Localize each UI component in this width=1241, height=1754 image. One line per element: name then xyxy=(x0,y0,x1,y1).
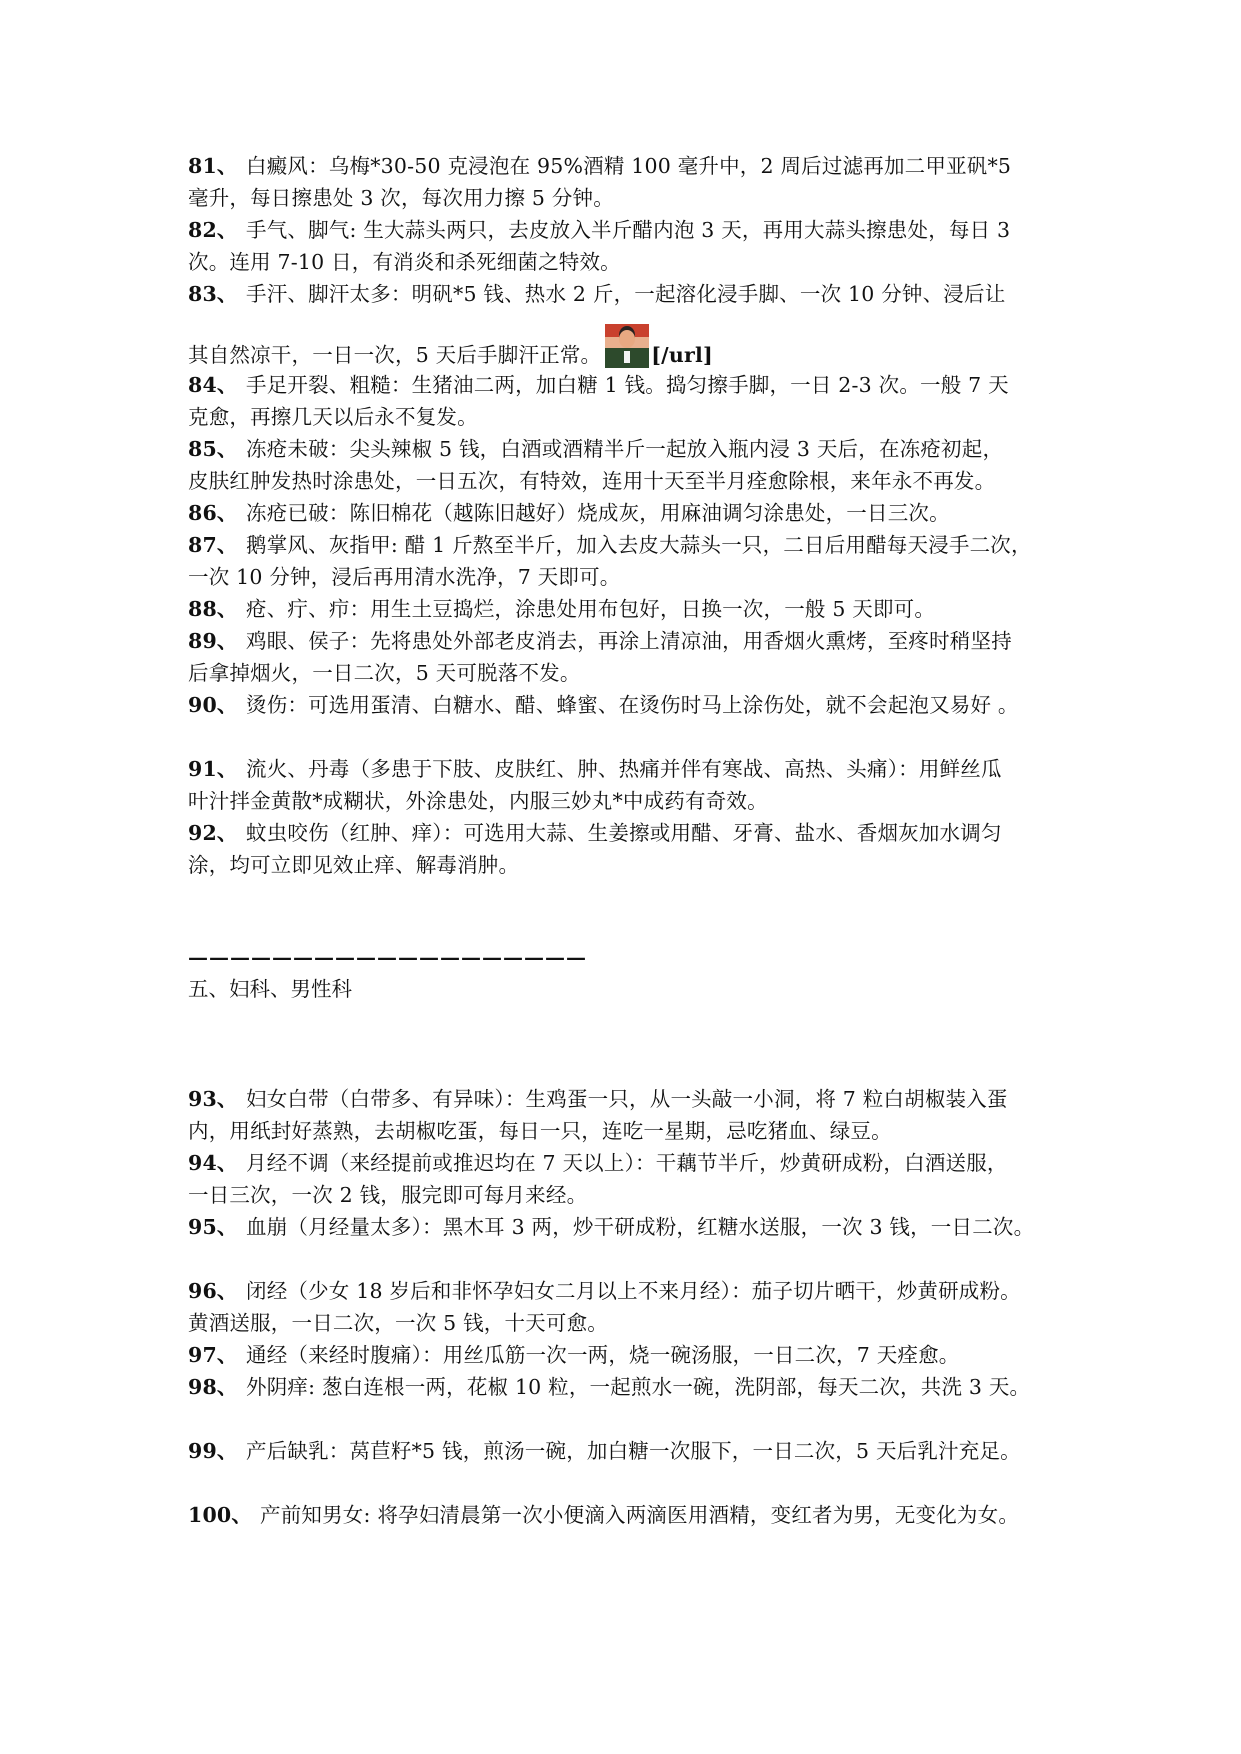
item-number: 93、 xyxy=(188,1087,238,1111)
item-98-line-1: 98、 外阴痒: 葱白连根一两，花椒 10 粒，一起煎水一碗，洗阴部，每天二次，共洗 3 天。 xyxy=(188,1371,1068,1403)
item-number: 86、 xyxy=(188,501,238,525)
item-number: 84、 xyxy=(188,373,238,397)
section-divider: ——————————————————— xyxy=(188,945,587,969)
section-title: 五、妇科、男性科 xyxy=(188,977,352,1001)
item-92-line-1: 92、 蚊虫咬伤（红肿、痒）：可选用大蒜、生姜擦或用醋、牙膏、盐水、香烟灰加水调匀 xyxy=(188,817,1068,849)
item-83-line-2: 其自然凉干，一日一次，5 天后手脚汗正常。 [/url] xyxy=(188,324,1068,369)
item-96-line-1: 96、 闭经（少女 18 岁后和非怀孕妇女二月以上不来月经）：茄子切片晒干，炒黄研成粉。 xyxy=(188,1275,1068,1307)
item-number: 92、 xyxy=(188,821,238,845)
spacer xyxy=(188,1467,1068,1499)
spacer xyxy=(188,1243,1068,1275)
item-87-line-2: 一次 10 分钟，浸后再用清水洗净，7 天即可。 xyxy=(188,565,621,589)
item-82-line-2: 次。连用 7-10 日，有消炎和杀死细菌之特效。 xyxy=(188,250,621,274)
item-83-line-1: 83、 手汗、脚汗太多：明矾*5 钱、热水 2 斤，一起溶化浸手脚、一次 10 分钟、浸后让 xyxy=(188,278,1068,310)
item-number: 98、 xyxy=(188,1375,238,1399)
item-95-line-1: 95、 血崩（月经量太多）：黑木耳 3 两，炒干研成粉，红糖水送服，一次 3 钱，一日二次。 xyxy=(188,1211,1068,1243)
item-81-line-2: 毫升，每日擦患处 3 次，每次用力擦 5 分钟。 xyxy=(188,186,614,210)
item-99-line-1: 99、 产后缺乳：莴苣籽*5 钱，煎汤一碗，加白糖一次服下，一日二次，5 天后乳汁充足。 xyxy=(188,1435,1068,1467)
item-number: 100、 xyxy=(188,1503,253,1527)
item-96-line-2: 黄酒送服，一日二次，一次 5 钱，十天可愈。 xyxy=(188,1311,608,1335)
document-page xyxy=(188,150,1068,1531)
spacer xyxy=(188,721,1068,753)
spacer xyxy=(188,1403,1068,1435)
item-88-line-1: 88、 疮、疔、疖：用生土豆捣烂，涂患处用布包好，日换一次，一般 5 天即可。 xyxy=(188,593,1068,625)
url-tag: [/url] xyxy=(651,343,713,367)
item-number: 87、 xyxy=(188,533,238,557)
item-number: 88、 xyxy=(188,597,238,621)
item-93-line-1: 93、 妇女白带（白带多、有异味）：生鸡蛋一只，从一头敲一小洞，将 7 粒白胡椒装入蛋 xyxy=(188,1083,1068,1115)
item-85-line-1: 85、 冻疮未破：尖头辣椒 5 钱，白酒或酒精半斤一起放入瓶内浸 3 天后，在冻疮初起， xyxy=(188,433,1068,465)
item-94-line-2: 一日三次，一次 2 钱，服完即可每月来经。 xyxy=(188,1183,588,1207)
item-number: 85、 xyxy=(188,437,238,461)
group-91-92 xyxy=(188,753,1068,881)
item-85-line-2: 皮肤红肿发热时涂患处，一日五次，有特效，连用十天至半月痊愈除根，来年永不再发。 xyxy=(188,469,996,493)
group-81-90 xyxy=(188,150,1068,721)
item-84-line-1: 84、 手足开裂、粗糙：生猪油二两，加白糖 1 钱。捣匀擦手脚，一日 2-3 次。一般 7 天 xyxy=(188,369,1068,401)
item-90-line-1: 90、 烫伤：可选用蛋清、白糖水、醋、蜂蜜、在烫伤时马上涂伤处，就不会起泡又易好 。 xyxy=(188,689,1068,721)
item-82-line-1: 82、 手气、脚气: 生大蒜头两只，去皮放入半斤醋内泡 3 天，再用大蒜头擦患处，每日 3 xyxy=(188,214,1068,246)
item-number: 83、 xyxy=(188,282,238,306)
item-89-line-2: 后拿掉烟火，一日二次，5 天可脱落不发。 xyxy=(188,661,581,685)
item-number: 99、 xyxy=(188,1439,238,1463)
item-92-line-2: 涂，均可立即见效止痒、解毒消肿。 xyxy=(188,853,520,877)
item-91-line-2: 叶汁拌金黄散*成糊状，外涂患处，内服三妙丸*中成药有奇效。 xyxy=(188,789,768,813)
group-93-95 xyxy=(188,1083,1068,1243)
portrait-photo xyxy=(605,324,649,368)
item-84-line-2: 克愈，再擦几天以后永不复发。 xyxy=(188,405,478,429)
item-number: 97、 xyxy=(188,1343,238,1367)
item-number: 82、 xyxy=(188,218,238,242)
item-number: 89、 xyxy=(188,629,238,653)
item-87-line-1: 87、 鹅掌风、灰指甲: 醋 1 斤熬至半斤，加入去皮大蒜头一只，二日后用醋每天浸手二次， xyxy=(188,529,1068,561)
item-91-line-1: 91、 流火、丹毒（多患于下肢、皮肤红、肿、热痛并伴有寒战、高热、头痛）：用鲜丝瓜 xyxy=(188,753,1068,785)
item-89-line-1: 89、 鸡眼、侯子：先将患处外部老皮消去，再涂上清凉油，用香烟火熏烤，至疼时稍坚持 xyxy=(188,625,1068,657)
item-100-line-1: 100、 产前知男女: 将孕妇清晨第一次小便滴入两滴医用酒精，变红者为男，无变化为女。 xyxy=(188,1499,1068,1531)
group-96-98 xyxy=(188,1275,1068,1403)
item-81-line-1: 81、 白癜风：乌梅*30-50 克浸泡在 95%酒精 100 毫升中，2 周后过滤再加二甲亚矾*5 xyxy=(188,150,1068,182)
item-number: 81、 xyxy=(188,154,238,178)
item-94-line-1: 94、 月经不调（来经提前或推迟均在 7 天以上）：干藕节半斤，炒黄研成粉，白酒送服， xyxy=(188,1147,1068,1179)
item-97-line-1: 97、 通经（来经时腹痛）：用丝瓜筋一次一两，烧一碗汤服，一日二次，7 天痊愈。 xyxy=(188,1339,1068,1371)
item-86-line-1: 86、 冻疮已破：陈旧棉花（越陈旧越好）烧成灰，用麻油调匀涂患处，一日三次。 xyxy=(188,497,1068,529)
item-number: 94、 xyxy=(188,1151,238,1175)
item-number: 95、 xyxy=(188,1215,238,1239)
item-number: 91、 xyxy=(188,757,238,781)
item-number: 90、 xyxy=(188,693,238,717)
item-number: 96、 xyxy=(188,1279,238,1303)
item-93-line-2: 内，用纸封好蒸熟，去胡椒吃蛋，每日一只，连吃一星期，忌吃猪血、绿豆。 xyxy=(188,1119,892,1143)
